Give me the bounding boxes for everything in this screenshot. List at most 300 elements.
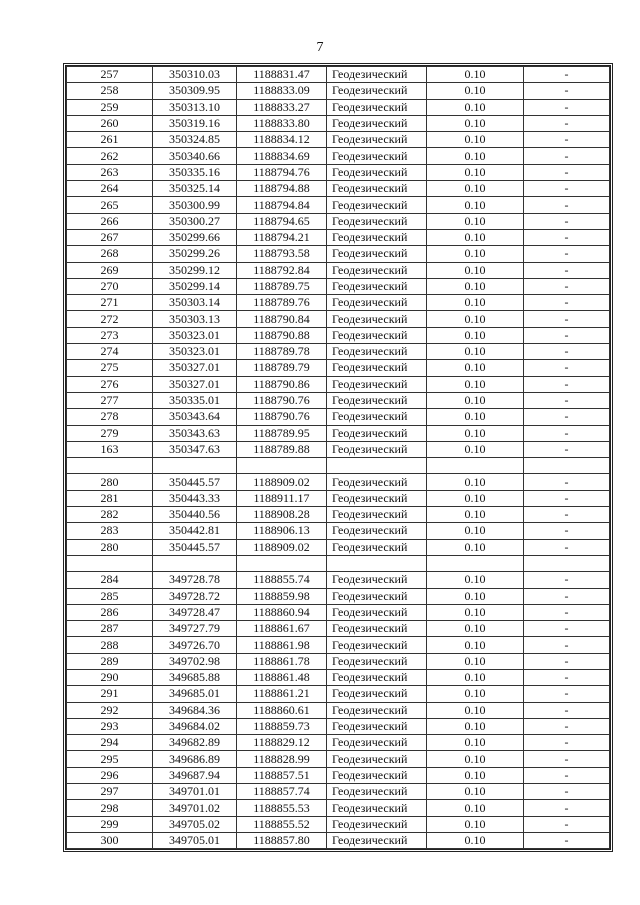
table-row	[67, 311, 610, 327]
note-cell: -	[524, 832, 610, 848]
method-cell: Геодезический	[327, 604, 427, 620]
x-coordinate-cell: 350327.01	[153, 376, 237, 392]
y-coordinate-cell: 1188794.88	[237, 181, 327, 197]
point-number-cell: 262	[67, 148, 153, 164]
page-number: 7	[316, 40, 324, 55]
empty-cell	[67, 555, 153, 571]
note-cell: -	[524, 767, 610, 783]
point-number-cell: 274	[67, 344, 153, 360]
x-coordinate-cell: 349684.02	[153, 718, 237, 734]
accuracy-cell: 0.10	[427, 197, 524, 213]
point-number-cell: 268	[67, 246, 153, 262]
point-number-cell: 263	[67, 164, 153, 180]
accuracy-cell: 0.10	[427, 246, 524, 262]
table-row	[67, 441, 610, 457]
table-row	[67, 816, 610, 832]
note-cell: -	[524, 441, 610, 457]
method-cell: Геодезический	[327, 735, 427, 751]
method-cell: Геодезический	[327, 132, 427, 148]
y-coordinate-cell: 1188906.13	[237, 523, 327, 539]
table-row	[67, 99, 610, 115]
method-cell: Геодезический	[327, 637, 427, 653]
x-coordinate-cell: 350347.63	[153, 441, 237, 457]
note-cell: -	[524, 295, 610, 311]
accuracy-cell: 0.10	[427, 83, 524, 99]
x-coordinate-cell: 350440.56	[153, 507, 237, 523]
method-cell: Геодезический	[327, 409, 427, 425]
y-coordinate-cell: 1188861.48	[237, 669, 327, 685]
y-coordinate-cell: 1188828.99	[237, 751, 327, 767]
x-coordinate-cell: 350335.01	[153, 392, 237, 408]
method-cell: Геодезический	[327, 327, 427, 343]
accuracy-cell: 0.10	[427, 409, 524, 425]
method-cell: Геодезический	[327, 278, 427, 294]
accuracy-cell: 0.10	[427, 751, 524, 767]
accuracy-cell: 0.10	[427, 115, 524, 131]
method-cell: Геодезический	[327, 311, 427, 327]
accuracy-cell: 0.10	[427, 637, 524, 653]
x-coordinate-cell: 349684.36	[153, 702, 237, 718]
empty-cell	[427, 555, 524, 571]
note-cell: -	[524, 278, 610, 294]
point-number-cell: 273	[67, 327, 153, 343]
point-number-cell: 269	[67, 262, 153, 278]
table-row	[67, 262, 610, 278]
table-row	[67, 67, 610, 83]
accuracy-cell: 0.10	[427, 99, 524, 115]
point-number-cell: 296	[67, 767, 153, 783]
note-cell: -	[524, 148, 610, 164]
point-number-cell: 291	[67, 686, 153, 702]
method-cell: Геодезический	[327, 686, 427, 702]
point-number-cell: 287	[67, 621, 153, 637]
table-row	[67, 295, 610, 311]
note-cell: -	[524, 686, 610, 702]
table-row	[67, 376, 610, 392]
y-coordinate-cell: 1188857.80	[237, 832, 327, 848]
point-number-cell: 264	[67, 181, 153, 197]
point-number-cell: 295	[67, 751, 153, 767]
note-cell: -	[524, 653, 610, 669]
table-row	[67, 278, 610, 294]
x-coordinate-cell: 350300.99	[153, 197, 237, 213]
empty-cell	[153, 458, 237, 474]
note-cell: -	[524, 132, 610, 148]
empty-cell	[67, 458, 153, 474]
empty-cell	[327, 555, 427, 571]
note-cell: -	[524, 360, 610, 376]
accuracy-cell: 0.10	[427, 702, 524, 718]
note-cell: -	[524, 67, 610, 83]
table-row	[67, 702, 610, 718]
x-coordinate-cell: 350319.16	[153, 115, 237, 131]
table-row	[67, 132, 610, 148]
method-cell: Геодезический	[327, 115, 427, 131]
y-coordinate-cell: 1188789.79	[237, 360, 327, 376]
x-coordinate-cell: 350445.57	[153, 474, 237, 490]
x-coordinate-cell: 350303.14	[153, 295, 237, 311]
point-number-cell: 290	[67, 669, 153, 685]
method-cell: Геодезический	[327, 344, 427, 360]
x-coordinate-cell: 350313.10	[153, 99, 237, 115]
x-coordinate-cell: 350299.26	[153, 246, 237, 262]
accuracy-cell: 0.10	[427, 132, 524, 148]
accuracy-cell: 0.10	[427, 735, 524, 751]
point-number-cell: 294	[67, 735, 153, 751]
accuracy-cell: 0.10	[427, 767, 524, 783]
point-number-cell: 280	[67, 539, 153, 555]
note-cell: -	[524, 669, 610, 685]
coordinates-table-body	[67, 67, 610, 849]
x-coordinate-cell: 350335.16	[153, 164, 237, 180]
y-coordinate-cell: 1188789.75	[237, 278, 327, 294]
y-coordinate-cell: 1188908.28	[237, 507, 327, 523]
y-coordinate-cell: 1188794.21	[237, 229, 327, 245]
note-cell: -	[524, 376, 610, 392]
table-row	[67, 523, 610, 539]
x-coordinate-cell: 349727.79	[153, 621, 237, 637]
y-coordinate-cell: 1188790.76	[237, 409, 327, 425]
note-cell: -	[524, 327, 610, 343]
method-cell: Геодезический	[327, 718, 427, 734]
accuracy-cell: 0.10	[427, 523, 524, 539]
x-coordinate-cell: 350324.85	[153, 132, 237, 148]
table-row	[67, 213, 610, 229]
y-coordinate-cell: 1188857.51	[237, 767, 327, 783]
y-coordinate-cell: 1188911.17	[237, 490, 327, 506]
method-cell: Геодезический	[327, 181, 427, 197]
accuracy-cell: 0.10	[427, 718, 524, 734]
accuracy-cell: 0.10	[427, 621, 524, 637]
note-cell: -	[524, 637, 610, 653]
note-cell: -	[524, 702, 610, 718]
note-cell: -	[524, 115, 610, 131]
table-row	[67, 800, 610, 816]
note-cell: -	[524, 751, 610, 767]
separator-row	[67, 458, 610, 474]
note-cell: -	[524, 523, 610, 539]
point-number-cell: 275	[67, 360, 153, 376]
table-row	[67, 360, 610, 376]
note-cell: -	[524, 490, 610, 506]
x-coordinate-cell: 350327.01	[153, 360, 237, 376]
table-row	[67, 751, 610, 767]
note-cell: -	[524, 262, 610, 278]
y-coordinate-cell: 1188790.84	[237, 311, 327, 327]
accuracy-cell: 0.10	[427, 686, 524, 702]
empty-cell	[524, 555, 610, 571]
method-cell: Геодезический	[327, 702, 427, 718]
table-row	[67, 115, 610, 131]
note-cell: -	[524, 800, 610, 816]
note-cell: -	[524, 735, 610, 751]
y-coordinate-cell: 1188833.80	[237, 115, 327, 131]
point-number-cell: 300	[67, 832, 153, 848]
accuracy-cell: 0.10	[427, 311, 524, 327]
y-coordinate-cell: 1188855.52	[237, 816, 327, 832]
point-number-cell: 299	[67, 816, 153, 832]
method-cell: Геодезический	[327, 295, 427, 311]
point-number-cell: 286	[67, 604, 153, 620]
table-row	[67, 83, 610, 99]
table-row	[67, 327, 610, 343]
note-cell: -	[524, 621, 610, 637]
x-coordinate-cell: 349701.01	[153, 784, 237, 800]
y-coordinate-cell: 1188909.02	[237, 474, 327, 490]
x-coordinate-cell: 350299.66	[153, 229, 237, 245]
point-number-cell: 292	[67, 702, 153, 718]
y-coordinate-cell: 1188860.94	[237, 604, 327, 620]
point-number-cell: 297	[67, 784, 153, 800]
point-number-cell: 288	[67, 637, 153, 653]
x-coordinate-cell: 350343.63	[153, 425, 237, 441]
note-cell: -	[524, 784, 610, 800]
point-number-cell: 270	[67, 278, 153, 294]
method-cell: Геодезический	[327, 588, 427, 604]
method-cell: Геодезический	[327, 262, 427, 278]
accuracy-cell: 0.10	[427, 832, 524, 848]
x-coordinate-cell: 349726.70	[153, 637, 237, 653]
empty-cell	[237, 458, 327, 474]
method-cell: Геодезический	[327, 246, 427, 262]
y-coordinate-cell: 1188831.47	[237, 67, 327, 83]
note-cell: -	[524, 588, 610, 604]
table-row	[67, 164, 610, 180]
x-coordinate-cell: 350340.66	[153, 148, 237, 164]
method-cell: Геодезический	[327, 99, 427, 115]
accuracy-cell: 0.10	[427, 800, 524, 816]
method-cell: Геодезический	[327, 164, 427, 180]
empty-cell	[524, 458, 610, 474]
y-coordinate-cell: 1188855.74	[237, 572, 327, 588]
x-coordinate-cell: 350442.81	[153, 523, 237, 539]
point-number-cell: 257	[67, 67, 153, 83]
note-cell: -	[524, 99, 610, 115]
x-coordinate-cell: 349686.89	[153, 751, 237, 767]
point-number-cell: 284	[67, 572, 153, 588]
y-coordinate-cell: 1188859.98	[237, 588, 327, 604]
x-coordinate-cell: 350299.14	[153, 278, 237, 294]
x-coordinate-cell: 350300.27	[153, 213, 237, 229]
accuracy-cell: 0.10	[427, 816, 524, 832]
table-row	[67, 637, 610, 653]
table-row	[67, 246, 610, 262]
accuracy-cell: 0.10	[427, 392, 524, 408]
y-coordinate-cell: 1188860.61	[237, 702, 327, 718]
y-coordinate-cell: 1188833.27	[237, 99, 327, 115]
y-coordinate-cell: 1188789.78	[237, 344, 327, 360]
method-cell: Геодезический	[327, 197, 427, 213]
accuracy-cell: 0.10	[427, 490, 524, 506]
point-number-cell: 289	[67, 653, 153, 669]
point-number-cell: 261	[67, 132, 153, 148]
method-cell: Геодезический	[327, 67, 427, 83]
x-coordinate-cell: 350325.14	[153, 181, 237, 197]
table-row	[67, 572, 610, 588]
method-cell: Геодезический	[327, 621, 427, 637]
accuracy-cell: 0.10	[427, 262, 524, 278]
x-coordinate-cell: 349685.01	[153, 686, 237, 702]
point-number-cell: 282	[67, 507, 153, 523]
y-coordinate-cell: 1188789.95	[237, 425, 327, 441]
table-row	[67, 181, 610, 197]
x-coordinate-cell: 350309.95	[153, 83, 237, 99]
accuracy-cell: 0.10	[427, 653, 524, 669]
accuracy-cell: 0.10	[427, 425, 524, 441]
note-cell: -	[524, 572, 610, 588]
point-number-cell: 265	[67, 197, 153, 213]
x-coordinate-cell: 350343.64	[153, 409, 237, 425]
note-cell: -	[524, 229, 610, 245]
point-number-cell: 271	[67, 295, 153, 311]
table-row	[67, 148, 610, 164]
x-coordinate-cell: 349705.02	[153, 816, 237, 832]
y-coordinate-cell: 1188789.76	[237, 295, 327, 311]
x-coordinate-cell: 350443.33	[153, 490, 237, 506]
point-number-cell: 272	[67, 311, 153, 327]
x-coordinate-cell: 349705.01	[153, 832, 237, 848]
method-cell: Геодезический	[327, 83, 427, 99]
note-cell: -	[524, 474, 610, 490]
x-coordinate-cell: 349685.88	[153, 669, 237, 685]
method-cell: Геодезический	[327, 653, 427, 669]
accuracy-cell: 0.10	[427, 344, 524, 360]
method-cell: Геодезический	[327, 507, 427, 523]
method-cell: Геодезический	[327, 229, 427, 245]
x-coordinate-cell: 350323.01	[153, 327, 237, 343]
method-cell: Геодезический	[327, 669, 427, 685]
accuracy-cell: 0.10	[427, 213, 524, 229]
x-coordinate-cell: 349728.78	[153, 572, 237, 588]
point-number-cell: 259	[67, 99, 153, 115]
y-coordinate-cell: 1188834.12	[237, 132, 327, 148]
note-cell: -	[524, 181, 610, 197]
y-coordinate-cell: 1188909.02	[237, 539, 327, 555]
note-cell: -	[524, 718, 610, 734]
accuracy-cell: 0.10	[427, 784, 524, 800]
accuracy-cell: 0.10	[427, 164, 524, 180]
note-cell: -	[524, 311, 610, 327]
point-number-cell: 280	[67, 474, 153, 490]
note-cell: -	[524, 246, 610, 262]
note-cell: -	[524, 539, 610, 555]
method-cell: Геодезический	[327, 392, 427, 408]
accuracy-cell: 0.10	[427, 441, 524, 457]
y-coordinate-cell: 1188790.86	[237, 376, 327, 392]
table-row	[67, 686, 610, 702]
y-coordinate-cell: 1188792.84	[237, 262, 327, 278]
table-row	[67, 507, 610, 523]
accuracy-cell: 0.10	[427, 604, 524, 620]
y-coordinate-cell: 1188861.78	[237, 653, 327, 669]
note-cell: -	[524, 392, 610, 408]
method-cell: Геодезический	[327, 800, 427, 816]
x-coordinate-cell: 349728.72	[153, 588, 237, 604]
note-cell: -	[524, 507, 610, 523]
method-cell: Геодезический	[327, 832, 427, 848]
accuracy-cell: 0.10	[427, 376, 524, 392]
note-cell: -	[524, 816, 610, 832]
accuracy-cell: 0.10	[427, 295, 524, 311]
x-coordinate-cell: 349687.94	[153, 767, 237, 783]
accuracy-cell: 0.10	[427, 360, 524, 376]
point-number-cell: 260	[67, 115, 153, 131]
accuracy-cell: 0.10	[427, 148, 524, 164]
accuracy-cell: 0.10	[427, 588, 524, 604]
note-cell: -	[524, 213, 610, 229]
accuracy-cell: 0.10	[427, 67, 524, 83]
y-coordinate-cell: 1188790.76	[237, 392, 327, 408]
accuracy-cell: 0.10	[427, 278, 524, 294]
method-cell: Геодезический	[327, 572, 427, 588]
accuracy-cell: 0.10	[427, 181, 524, 197]
method-cell: Геодезический	[327, 360, 427, 376]
accuracy-cell: 0.10	[427, 327, 524, 343]
table-row	[67, 392, 610, 408]
y-coordinate-cell: 1188833.09	[237, 83, 327, 99]
x-coordinate-cell: 350299.12	[153, 262, 237, 278]
y-coordinate-cell: 1188861.21	[237, 686, 327, 702]
point-number-cell: 281	[67, 490, 153, 506]
method-cell: Геодезический	[327, 441, 427, 457]
point-number-cell: 293	[67, 718, 153, 734]
empty-cell	[427, 458, 524, 474]
accuracy-cell: 0.10	[427, 229, 524, 245]
empty-cell	[153, 555, 237, 571]
note-cell: -	[524, 344, 610, 360]
table-row	[67, 767, 610, 783]
method-cell: Геодезический	[327, 148, 427, 164]
x-coordinate-cell: 349728.47	[153, 604, 237, 620]
note-cell: -	[524, 604, 610, 620]
point-number-cell: 258	[67, 83, 153, 99]
method-cell: Геодезический	[327, 751, 427, 767]
point-number-cell: 285	[67, 588, 153, 604]
y-coordinate-cell: 1188861.98	[237, 637, 327, 653]
y-coordinate-cell: 1188794.84	[237, 197, 327, 213]
x-coordinate-cell: 350323.01	[153, 344, 237, 360]
method-cell: Геодезический	[327, 784, 427, 800]
table-row	[67, 229, 610, 245]
method-cell: Геодезический	[327, 539, 427, 555]
y-coordinate-cell: 1188855.53	[237, 800, 327, 816]
method-cell: Геодезический	[327, 816, 427, 832]
method-cell: Геодезический	[327, 213, 427, 229]
y-coordinate-cell: 1188834.69	[237, 148, 327, 164]
y-coordinate-cell: 1188829.12	[237, 735, 327, 751]
y-coordinate-cell: 1188857.74	[237, 784, 327, 800]
accuracy-cell: 0.10	[427, 539, 524, 555]
method-cell: Геодезический	[327, 490, 427, 506]
empty-cell	[327, 458, 427, 474]
method-cell: Геодезический	[327, 767, 427, 783]
note-cell: -	[524, 425, 610, 441]
separator-row	[67, 555, 610, 571]
table-row	[67, 425, 610, 441]
y-coordinate-cell: 1188861.67	[237, 621, 327, 637]
empty-cell	[237, 555, 327, 571]
table-row	[67, 784, 610, 800]
table-row	[67, 409, 610, 425]
y-coordinate-cell: 1188794.65	[237, 213, 327, 229]
table-row	[67, 490, 610, 506]
point-number-cell: 279	[67, 425, 153, 441]
table-row	[67, 621, 610, 637]
coordinates-table	[63, 63, 613, 852]
x-coordinate-cell: 350445.57	[153, 539, 237, 555]
table-row	[67, 653, 610, 669]
point-number-cell: 277	[67, 392, 153, 408]
